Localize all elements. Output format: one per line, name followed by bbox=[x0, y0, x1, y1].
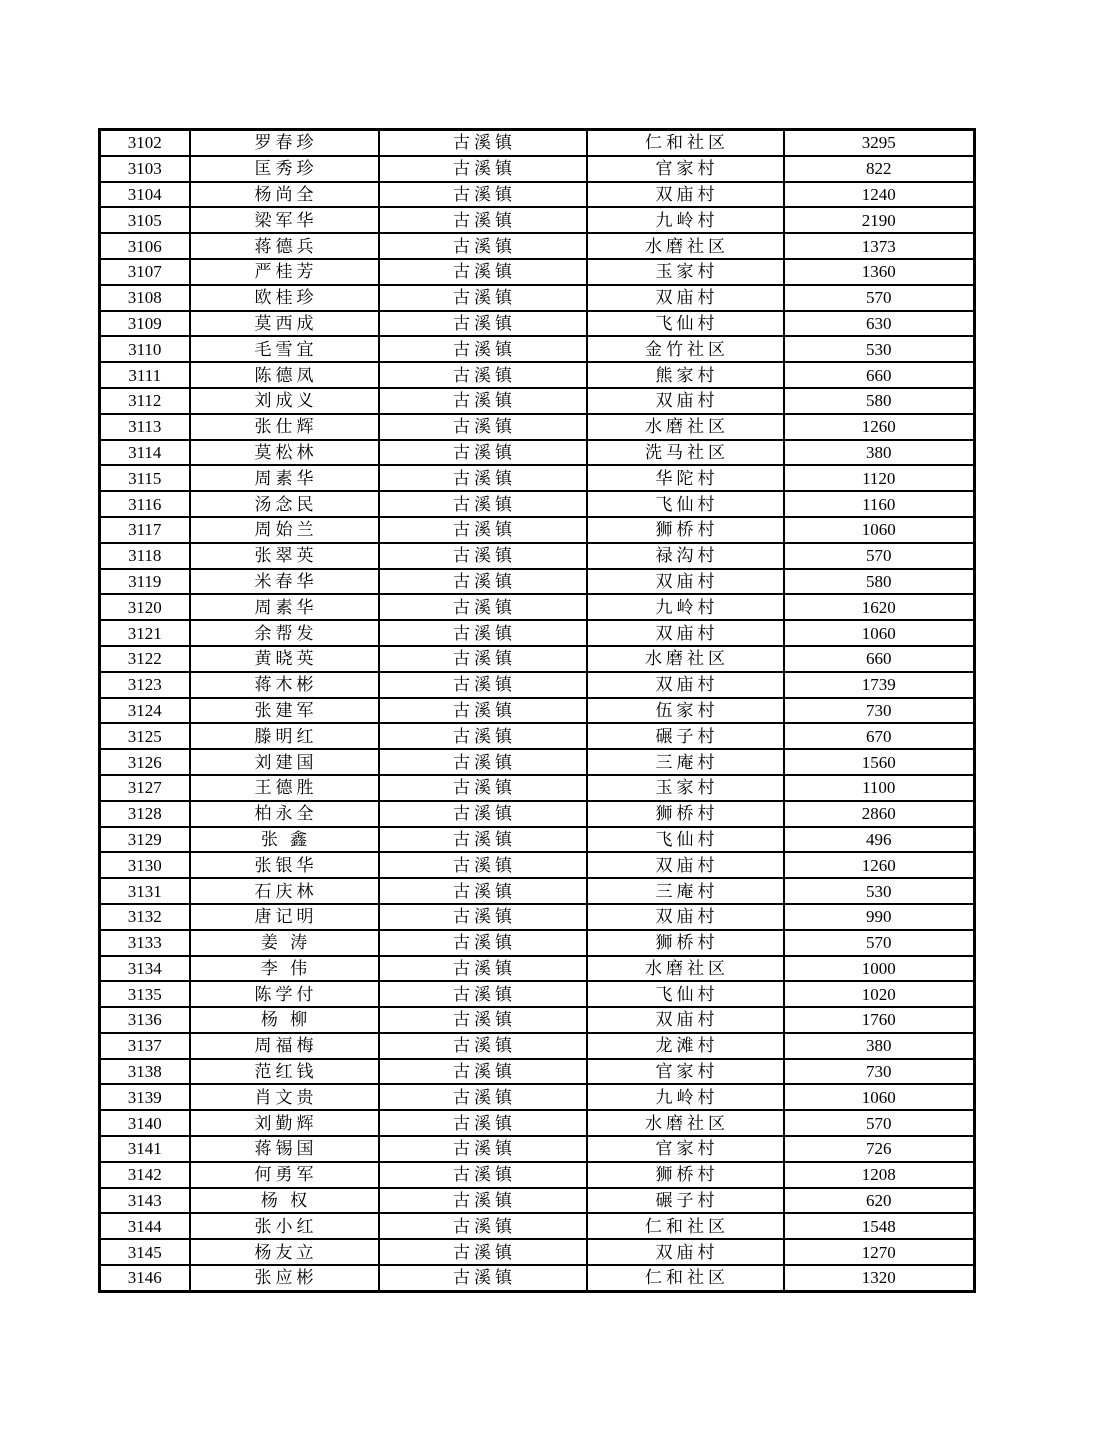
cell-name: 滕明红 bbox=[190, 723, 379, 749]
table-row bbox=[100, 1188, 975, 1214]
cell-amount: 1000 bbox=[784, 956, 975, 982]
cell-village: 狮桥村 bbox=[587, 1162, 784, 1188]
cell-village: 飞仙村 bbox=[587, 311, 784, 337]
cell-name: 周素华 bbox=[190, 594, 379, 620]
cell-id: 3144 bbox=[100, 1213, 190, 1239]
cell-name: 李 伟 bbox=[190, 956, 379, 982]
cell-town: 古溪镇 bbox=[379, 1213, 587, 1239]
cell-town: 古溪镇 bbox=[379, 878, 587, 904]
table-row bbox=[100, 1265, 975, 1291]
cell-town: 古溪镇 bbox=[379, 388, 587, 414]
cell-id: 3102 bbox=[100, 130, 190, 156]
cell-town: 古溪镇 bbox=[379, 1110, 587, 1136]
cell-town: 古溪镇 bbox=[379, 1265, 587, 1291]
data-table bbox=[98, 128, 976, 1293]
cell-name: 陈学付 bbox=[190, 981, 379, 1007]
cell-town: 古溪镇 bbox=[379, 775, 587, 801]
cell-town: 古溪镇 bbox=[379, 594, 587, 620]
cell-amount: 1739 bbox=[784, 672, 975, 698]
table-row bbox=[100, 569, 975, 595]
cell-name: 周始兰 bbox=[190, 517, 379, 543]
cell-amount: 3295 bbox=[784, 130, 975, 156]
table-row bbox=[100, 1136, 975, 1162]
cell-id: 3103 bbox=[100, 156, 190, 182]
cell-name: 王德胜 bbox=[190, 775, 379, 801]
cell-id: 3109 bbox=[100, 311, 190, 337]
cell-amount: 1260 bbox=[784, 852, 975, 878]
cell-id: 3104 bbox=[100, 182, 190, 208]
cell-village: 水磨社区 bbox=[587, 956, 784, 982]
cell-amount: 660 bbox=[784, 362, 975, 388]
cell-name: 肖文贵 bbox=[190, 1084, 379, 1110]
cell-town: 古溪镇 bbox=[379, 1033, 587, 1059]
cell-amount: 990 bbox=[784, 904, 975, 930]
cell-id: 3126 bbox=[100, 749, 190, 775]
cell-id: 3107 bbox=[100, 259, 190, 285]
table-row bbox=[100, 362, 975, 388]
cell-name: 唐记明 bbox=[190, 904, 379, 930]
cell-village: 双庙村 bbox=[587, 1007, 784, 1033]
cell-id: 3123 bbox=[100, 672, 190, 698]
cell-id: 3113 bbox=[100, 414, 190, 440]
table-body bbox=[100, 130, 975, 1292]
cell-town: 古溪镇 bbox=[379, 672, 587, 698]
cell-id: 3127 bbox=[100, 775, 190, 801]
cell-amount: 530 bbox=[784, 878, 975, 904]
cell-village: 双庙村 bbox=[587, 852, 784, 878]
cell-amount: 1060 bbox=[784, 517, 975, 543]
cell-town: 古溪镇 bbox=[379, 852, 587, 878]
cell-village: 飞仙村 bbox=[587, 491, 784, 517]
cell-name: 黄晓英 bbox=[190, 646, 379, 672]
cell-id: 3122 bbox=[100, 646, 190, 672]
cell-id: 3115 bbox=[100, 465, 190, 491]
cell-town: 古溪镇 bbox=[379, 336, 587, 362]
table-row bbox=[100, 749, 975, 775]
cell-village: 双庙村 bbox=[587, 182, 784, 208]
table-row bbox=[100, 1007, 975, 1033]
cell-town: 古溪镇 bbox=[379, 517, 587, 543]
table-row bbox=[100, 620, 975, 646]
table-row bbox=[100, 1110, 975, 1136]
cell-id: 3137 bbox=[100, 1033, 190, 1059]
cell-amount: 726 bbox=[784, 1136, 975, 1162]
cell-town: 古溪镇 bbox=[379, 259, 587, 285]
cell-town: 古溪镇 bbox=[379, 827, 587, 853]
cell-town: 古溪镇 bbox=[379, 543, 587, 569]
cell-village: 仁和社区 bbox=[587, 1213, 784, 1239]
cell-name: 刘建国 bbox=[190, 749, 379, 775]
cell-amount: 730 bbox=[784, 1059, 975, 1085]
cell-name: 严桂芳 bbox=[190, 259, 379, 285]
table-row bbox=[100, 130, 975, 156]
table-row bbox=[100, 878, 975, 904]
cell-id: 3110 bbox=[100, 336, 190, 362]
cell-village: 飞仙村 bbox=[587, 827, 784, 853]
cell-village: 双庙村 bbox=[587, 1239, 784, 1265]
cell-id: 3129 bbox=[100, 827, 190, 853]
cell-amount: 380 bbox=[784, 1033, 975, 1059]
cell-name: 杨 权 bbox=[190, 1188, 379, 1214]
cell-name: 蒋德兵 bbox=[190, 233, 379, 259]
cell-amount: 580 bbox=[784, 388, 975, 414]
cell-id: 3135 bbox=[100, 981, 190, 1007]
cell-id: 3118 bbox=[100, 543, 190, 569]
cell-town: 古溪镇 bbox=[379, 311, 587, 337]
cell-village: 官家村 bbox=[587, 156, 784, 182]
cell-amount: 1208 bbox=[784, 1162, 975, 1188]
cell-id: 3116 bbox=[100, 491, 190, 517]
cell-amount: 1260 bbox=[784, 414, 975, 440]
cell-name: 张应彬 bbox=[190, 1265, 379, 1291]
cell-name: 杨友立 bbox=[190, 1239, 379, 1265]
cell-name: 杨尚全 bbox=[190, 182, 379, 208]
cell-name: 柏永全 bbox=[190, 801, 379, 827]
cell-name: 范红钱 bbox=[190, 1059, 379, 1085]
table-row bbox=[100, 414, 975, 440]
cell-amount: 570 bbox=[784, 930, 975, 956]
table-row bbox=[100, 285, 975, 311]
cell-town: 古溪镇 bbox=[379, 981, 587, 1007]
table-row bbox=[100, 259, 975, 285]
cell-name: 汤念民 bbox=[190, 491, 379, 517]
cell-village: 双庙村 bbox=[587, 620, 784, 646]
cell-name: 余帮发 bbox=[190, 620, 379, 646]
table-row bbox=[100, 775, 975, 801]
cell-village: 官家村 bbox=[587, 1136, 784, 1162]
cell-village: 双庙村 bbox=[587, 569, 784, 595]
cell-id: 3134 bbox=[100, 956, 190, 982]
cell-village: 洗马社区 bbox=[587, 440, 784, 466]
cell-town: 古溪镇 bbox=[379, 1136, 587, 1162]
table-row bbox=[100, 646, 975, 672]
cell-village: 三庵村 bbox=[587, 749, 784, 775]
cell-village: 金竹社区 bbox=[587, 336, 784, 362]
cell-village: 双庙村 bbox=[587, 672, 784, 698]
cell-name: 姜 涛 bbox=[190, 930, 379, 956]
cell-town: 古溪镇 bbox=[379, 930, 587, 956]
cell-amount: 1373 bbox=[784, 233, 975, 259]
cell-town: 古溪镇 bbox=[379, 182, 587, 208]
table-row bbox=[100, 1213, 975, 1239]
cell-name: 梁军华 bbox=[190, 207, 379, 233]
cell-id: 3132 bbox=[100, 904, 190, 930]
cell-amount: 1548 bbox=[784, 1213, 975, 1239]
cell-village: 仁和社区 bbox=[587, 1265, 784, 1291]
cell-amount: 1060 bbox=[784, 620, 975, 646]
cell-name: 刘成义 bbox=[190, 388, 379, 414]
cell-amount: 1360 bbox=[784, 259, 975, 285]
table-row bbox=[100, 852, 975, 878]
cell-amount: 380 bbox=[784, 440, 975, 466]
cell-id: 3121 bbox=[100, 620, 190, 646]
cell-amount: 1120 bbox=[784, 465, 975, 491]
table-row bbox=[100, 336, 975, 362]
table-row bbox=[100, 156, 975, 182]
table-row bbox=[100, 1239, 975, 1265]
table-row bbox=[100, 1084, 975, 1110]
cell-town: 古溪镇 bbox=[379, 491, 587, 517]
cell-name: 蒋木彬 bbox=[190, 672, 379, 698]
cell-amount: 822 bbox=[784, 156, 975, 182]
cell-village: 双庙村 bbox=[587, 388, 784, 414]
cell-name: 石庆林 bbox=[190, 878, 379, 904]
cell-amount: 1560 bbox=[784, 749, 975, 775]
cell-id: 3105 bbox=[100, 207, 190, 233]
cell-id: 3128 bbox=[100, 801, 190, 827]
cell-name: 陈德凤 bbox=[190, 362, 379, 388]
cell-village: 九岭村 bbox=[587, 1084, 784, 1110]
cell-id: 3108 bbox=[100, 285, 190, 311]
cell-town: 古溪镇 bbox=[379, 207, 587, 233]
cell-amount: 2860 bbox=[784, 801, 975, 827]
cell-amount: 1100 bbox=[784, 775, 975, 801]
cell-name: 周素华 bbox=[190, 465, 379, 491]
cell-town: 古溪镇 bbox=[379, 1059, 587, 1085]
cell-town: 古溪镇 bbox=[379, 904, 587, 930]
cell-amount: 1270 bbox=[784, 1239, 975, 1265]
cell-town: 古溪镇 bbox=[379, 698, 587, 724]
cell-town: 古溪镇 bbox=[379, 723, 587, 749]
cell-amount: 1320 bbox=[784, 1265, 975, 1291]
table-row bbox=[100, 543, 975, 569]
table-row bbox=[100, 440, 975, 466]
cell-name: 莫西成 bbox=[190, 311, 379, 337]
cell-name: 蒋锡国 bbox=[190, 1136, 379, 1162]
cell-town: 古溪镇 bbox=[379, 569, 587, 595]
cell-town: 古溪镇 bbox=[379, 440, 587, 466]
cell-village: 水磨社区 bbox=[587, 233, 784, 259]
cell-id: 3146 bbox=[100, 1265, 190, 1291]
cell-town: 古溪镇 bbox=[379, 233, 587, 259]
cell-town: 古溪镇 bbox=[379, 1239, 587, 1265]
cell-amount: 1620 bbox=[784, 594, 975, 620]
cell-name: 刘勤辉 bbox=[190, 1110, 379, 1136]
cell-village: 仁和社区 bbox=[587, 130, 784, 156]
cell-id: 3125 bbox=[100, 723, 190, 749]
cell-village: 水磨社区 bbox=[587, 1110, 784, 1136]
cell-amount: 2190 bbox=[784, 207, 975, 233]
cell-town: 古溪镇 bbox=[379, 1188, 587, 1214]
cell-town: 古溪镇 bbox=[379, 956, 587, 982]
cell-id: 3119 bbox=[100, 569, 190, 595]
cell-amount: 670 bbox=[784, 723, 975, 749]
cell-id: 3145 bbox=[100, 1239, 190, 1265]
cell-name: 杨 柳 bbox=[190, 1007, 379, 1033]
cell-id: 3133 bbox=[100, 930, 190, 956]
cell-amount: 570 bbox=[784, 285, 975, 311]
cell-village: 玉家村 bbox=[587, 259, 784, 285]
cell-town: 古溪镇 bbox=[379, 749, 587, 775]
cell-name: 毛雪宜 bbox=[190, 336, 379, 362]
cell-town: 古溪镇 bbox=[379, 801, 587, 827]
cell-town: 古溪镇 bbox=[379, 130, 587, 156]
cell-name: 米春华 bbox=[190, 569, 379, 595]
cell-id: 3130 bbox=[100, 852, 190, 878]
cell-village: 九岭村 bbox=[587, 594, 784, 620]
cell-amount: 630 bbox=[784, 311, 975, 337]
table-row bbox=[100, 698, 975, 724]
cell-name: 匡秀珍 bbox=[190, 156, 379, 182]
cell-village: 官家村 bbox=[587, 1059, 784, 1085]
cell-amount: 1160 bbox=[784, 491, 975, 517]
cell-id: 3114 bbox=[100, 440, 190, 466]
cell-name: 张仕辉 bbox=[190, 414, 379, 440]
cell-town: 古溪镇 bbox=[379, 620, 587, 646]
table-row bbox=[100, 311, 975, 337]
cell-village: 狮桥村 bbox=[587, 930, 784, 956]
cell-village: 碾子村 bbox=[587, 723, 784, 749]
cell-town: 古溪镇 bbox=[379, 1162, 587, 1188]
table-row bbox=[100, 956, 975, 982]
cell-village: 禄沟村 bbox=[587, 543, 784, 569]
cell-amount: 620 bbox=[784, 1188, 975, 1214]
cell-town: 古溪镇 bbox=[379, 414, 587, 440]
table-row bbox=[100, 207, 975, 233]
cell-town: 古溪镇 bbox=[379, 1084, 587, 1110]
cell-village: 双庙村 bbox=[587, 285, 784, 311]
cell-name: 张小红 bbox=[190, 1213, 379, 1239]
cell-town: 古溪镇 bbox=[379, 156, 587, 182]
cell-village: 水磨社区 bbox=[587, 414, 784, 440]
table-row bbox=[100, 233, 975, 259]
cell-village: 三庵村 bbox=[587, 878, 784, 904]
cell-name: 张银华 bbox=[190, 852, 379, 878]
cell-id: 3141 bbox=[100, 1136, 190, 1162]
cell-name: 周福梅 bbox=[190, 1033, 379, 1059]
cell-name: 张建军 bbox=[190, 698, 379, 724]
cell-name: 张 鑫 bbox=[190, 827, 379, 853]
cell-amount: 1760 bbox=[784, 1007, 975, 1033]
table-row bbox=[100, 491, 975, 517]
cell-id: 3112 bbox=[100, 388, 190, 414]
cell-amount: 570 bbox=[784, 543, 975, 569]
cell-village: 狮桥村 bbox=[587, 801, 784, 827]
cell-id: 3136 bbox=[100, 1007, 190, 1033]
cell-village: 伍家村 bbox=[587, 698, 784, 724]
cell-amount: 570 bbox=[784, 1110, 975, 1136]
cell-id: 3120 bbox=[100, 594, 190, 620]
table-row bbox=[100, 1162, 975, 1188]
cell-town: 古溪镇 bbox=[379, 362, 587, 388]
cell-village: 狮桥村 bbox=[587, 517, 784, 543]
table-row bbox=[100, 981, 975, 1007]
table-row bbox=[100, 517, 975, 543]
table-row bbox=[100, 672, 975, 698]
table-row bbox=[100, 723, 975, 749]
table-row bbox=[100, 1059, 975, 1085]
table-row bbox=[100, 388, 975, 414]
cell-amount: 530 bbox=[784, 336, 975, 362]
cell-id: 3117 bbox=[100, 517, 190, 543]
cell-village: 九岭村 bbox=[587, 207, 784, 233]
cell-id: 3143 bbox=[100, 1188, 190, 1214]
cell-amount: 1060 bbox=[784, 1084, 975, 1110]
cell-name: 罗春珍 bbox=[190, 130, 379, 156]
cell-id: 3111 bbox=[100, 362, 190, 388]
cell-id: 3142 bbox=[100, 1162, 190, 1188]
cell-name: 张翠英 bbox=[190, 543, 379, 569]
table-row bbox=[100, 182, 975, 208]
cell-amount: 496 bbox=[784, 827, 975, 853]
cell-id: 3139 bbox=[100, 1084, 190, 1110]
cell-name: 欧桂珍 bbox=[190, 285, 379, 311]
cell-amount: 1240 bbox=[784, 182, 975, 208]
cell-village: 飞仙村 bbox=[587, 981, 784, 1007]
table-row bbox=[100, 904, 975, 930]
cell-amount: 660 bbox=[784, 646, 975, 672]
table-row bbox=[100, 801, 975, 827]
cell-name: 何勇军 bbox=[190, 1162, 379, 1188]
cell-village: 玉家村 bbox=[587, 775, 784, 801]
cell-village: 熊家村 bbox=[587, 362, 784, 388]
cell-id: 3138 bbox=[100, 1059, 190, 1085]
cell-town: 古溪镇 bbox=[379, 1007, 587, 1033]
cell-amount: 730 bbox=[784, 698, 975, 724]
cell-village: 碾子村 bbox=[587, 1188, 784, 1214]
cell-id: 3106 bbox=[100, 233, 190, 259]
cell-village: 华陀村 bbox=[587, 465, 784, 491]
cell-town: 古溪镇 bbox=[379, 646, 587, 672]
cell-id: 3131 bbox=[100, 878, 190, 904]
cell-id: 3140 bbox=[100, 1110, 190, 1136]
cell-town: 古溪镇 bbox=[379, 465, 587, 491]
cell-amount: 1020 bbox=[784, 981, 975, 1007]
cell-town: 古溪镇 bbox=[379, 285, 587, 311]
cell-id: 3124 bbox=[100, 698, 190, 724]
cell-village: 双庙村 bbox=[587, 904, 784, 930]
cell-village: 龙滩村 bbox=[587, 1033, 784, 1059]
cell-village: 水磨社区 bbox=[587, 646, 784, 672]
table-row bbox=[100, 1033, 975, 1059]
table-row bbox=[100, 930, 975, 956]
table-row bbox=[100, 827, 975, 853]
cell-name: 莫松林 bbox=[190, 440, 379, 466]
cell-amount: 580 bbox=[784, 569, 975, 595]
table-row bbox=[100, 594, 975, 620]
table-row bbox=[100, 465, 975, 491]
